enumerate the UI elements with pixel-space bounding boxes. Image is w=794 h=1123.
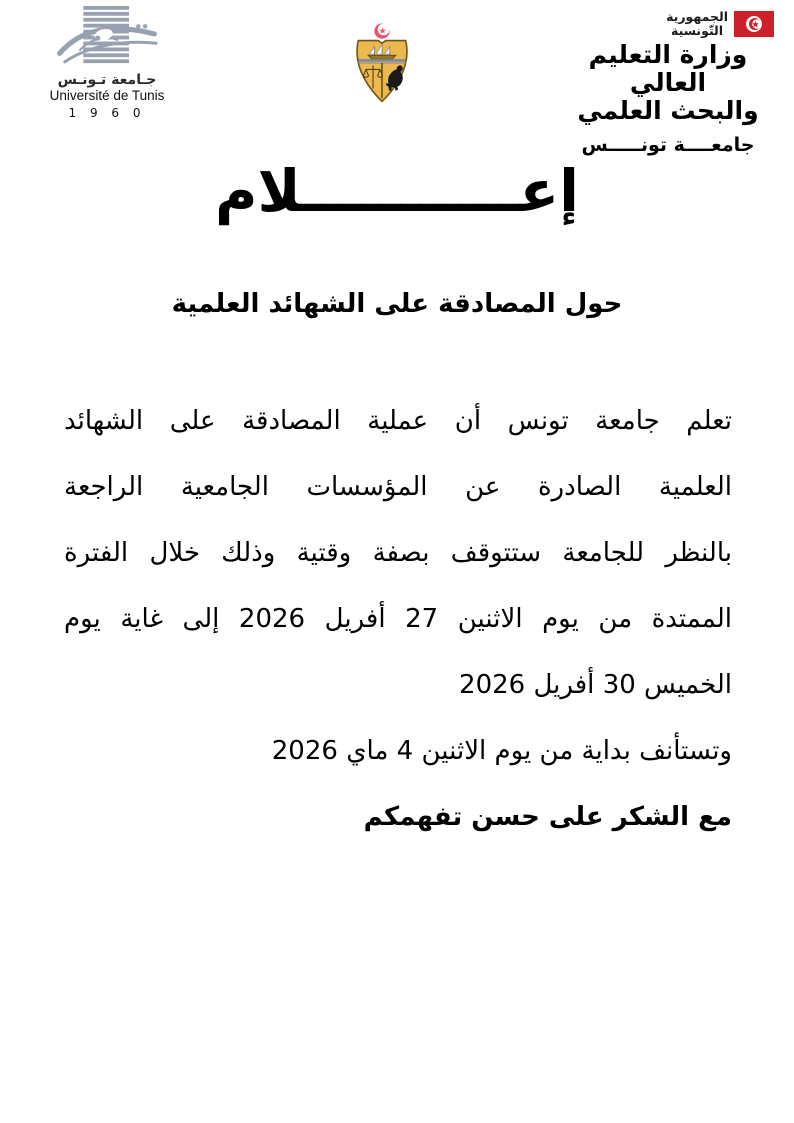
tunisia-coat-of-arms-icon: [350, 13, 414, 113]
body-line-5: الخميس 30 أفريل 2026: [459, 670, 732, 700]
university-name-arabic: جـامعة تـونـس: [57, 72, 157, 88]
announcement-subtitle: حول المصادقة على الشهائد العلمية: [171, 289, 623, 319]
university-logo: [40, 6, 174, 121]
ministry-name-line1: وزارة التعليم العالي: [588, 40, 748, 97]
republic-row: [556, 10, 780, 38]
closing-line: مع الشكر على حسن تفهمكم: [363, 802, 732, 832]
body-line-2: العلمية الصادرة عن المؤسسات الجامعية الراجعة: [64, 472, 732, 502]
body-line-3: بالنظر للجامعة ستتوقف بصفة وقتية وذلك خلال الفترة: [64, 538, 732, 568]
republic-label-line1: الجمهورية: [666, 9, 728, 24]
republic-label: [666, 10, 728, 38]
tunisia-flag-icon: [734, 11, 774, 37]
university-name-header: جامعــــة تونـــــس: [581, 134, 755, 156]
ministry-name: [556, 41, 780, 125]
republic-label-line2: التّونسية: [671, 23, 724, 38]
body-line-1: تعلم جامعة تونس أن عملية المصادقة على الشهائد: [64, 406, 732, 436]
university-name-french: Université de Tunis: [49, 88, 165, 103]
body-line-4: الممتدة من يوم الاثنين 27 أفريل 2026 إلى غاية يوم: [64, 604, 732, 634]
ministry-block: [556, 10, 780, 156]
announcement-title: إعـــــــــــلام: [214, 157, 580, 225]
body-paragraph: [64, 388, 732, 850]
ministry-name-line2: والبحث العلمي: [577, 96, 759, 125]
resume-line: وتستأنف بداية من يوم الاثنين 4 ماي 2026: [271, 736, 732, 766]
university-logo-mark-icon: [40, 6, 174, 72]
university-founding-year: 1 9 6 0: [68, 106, 146, 120]
